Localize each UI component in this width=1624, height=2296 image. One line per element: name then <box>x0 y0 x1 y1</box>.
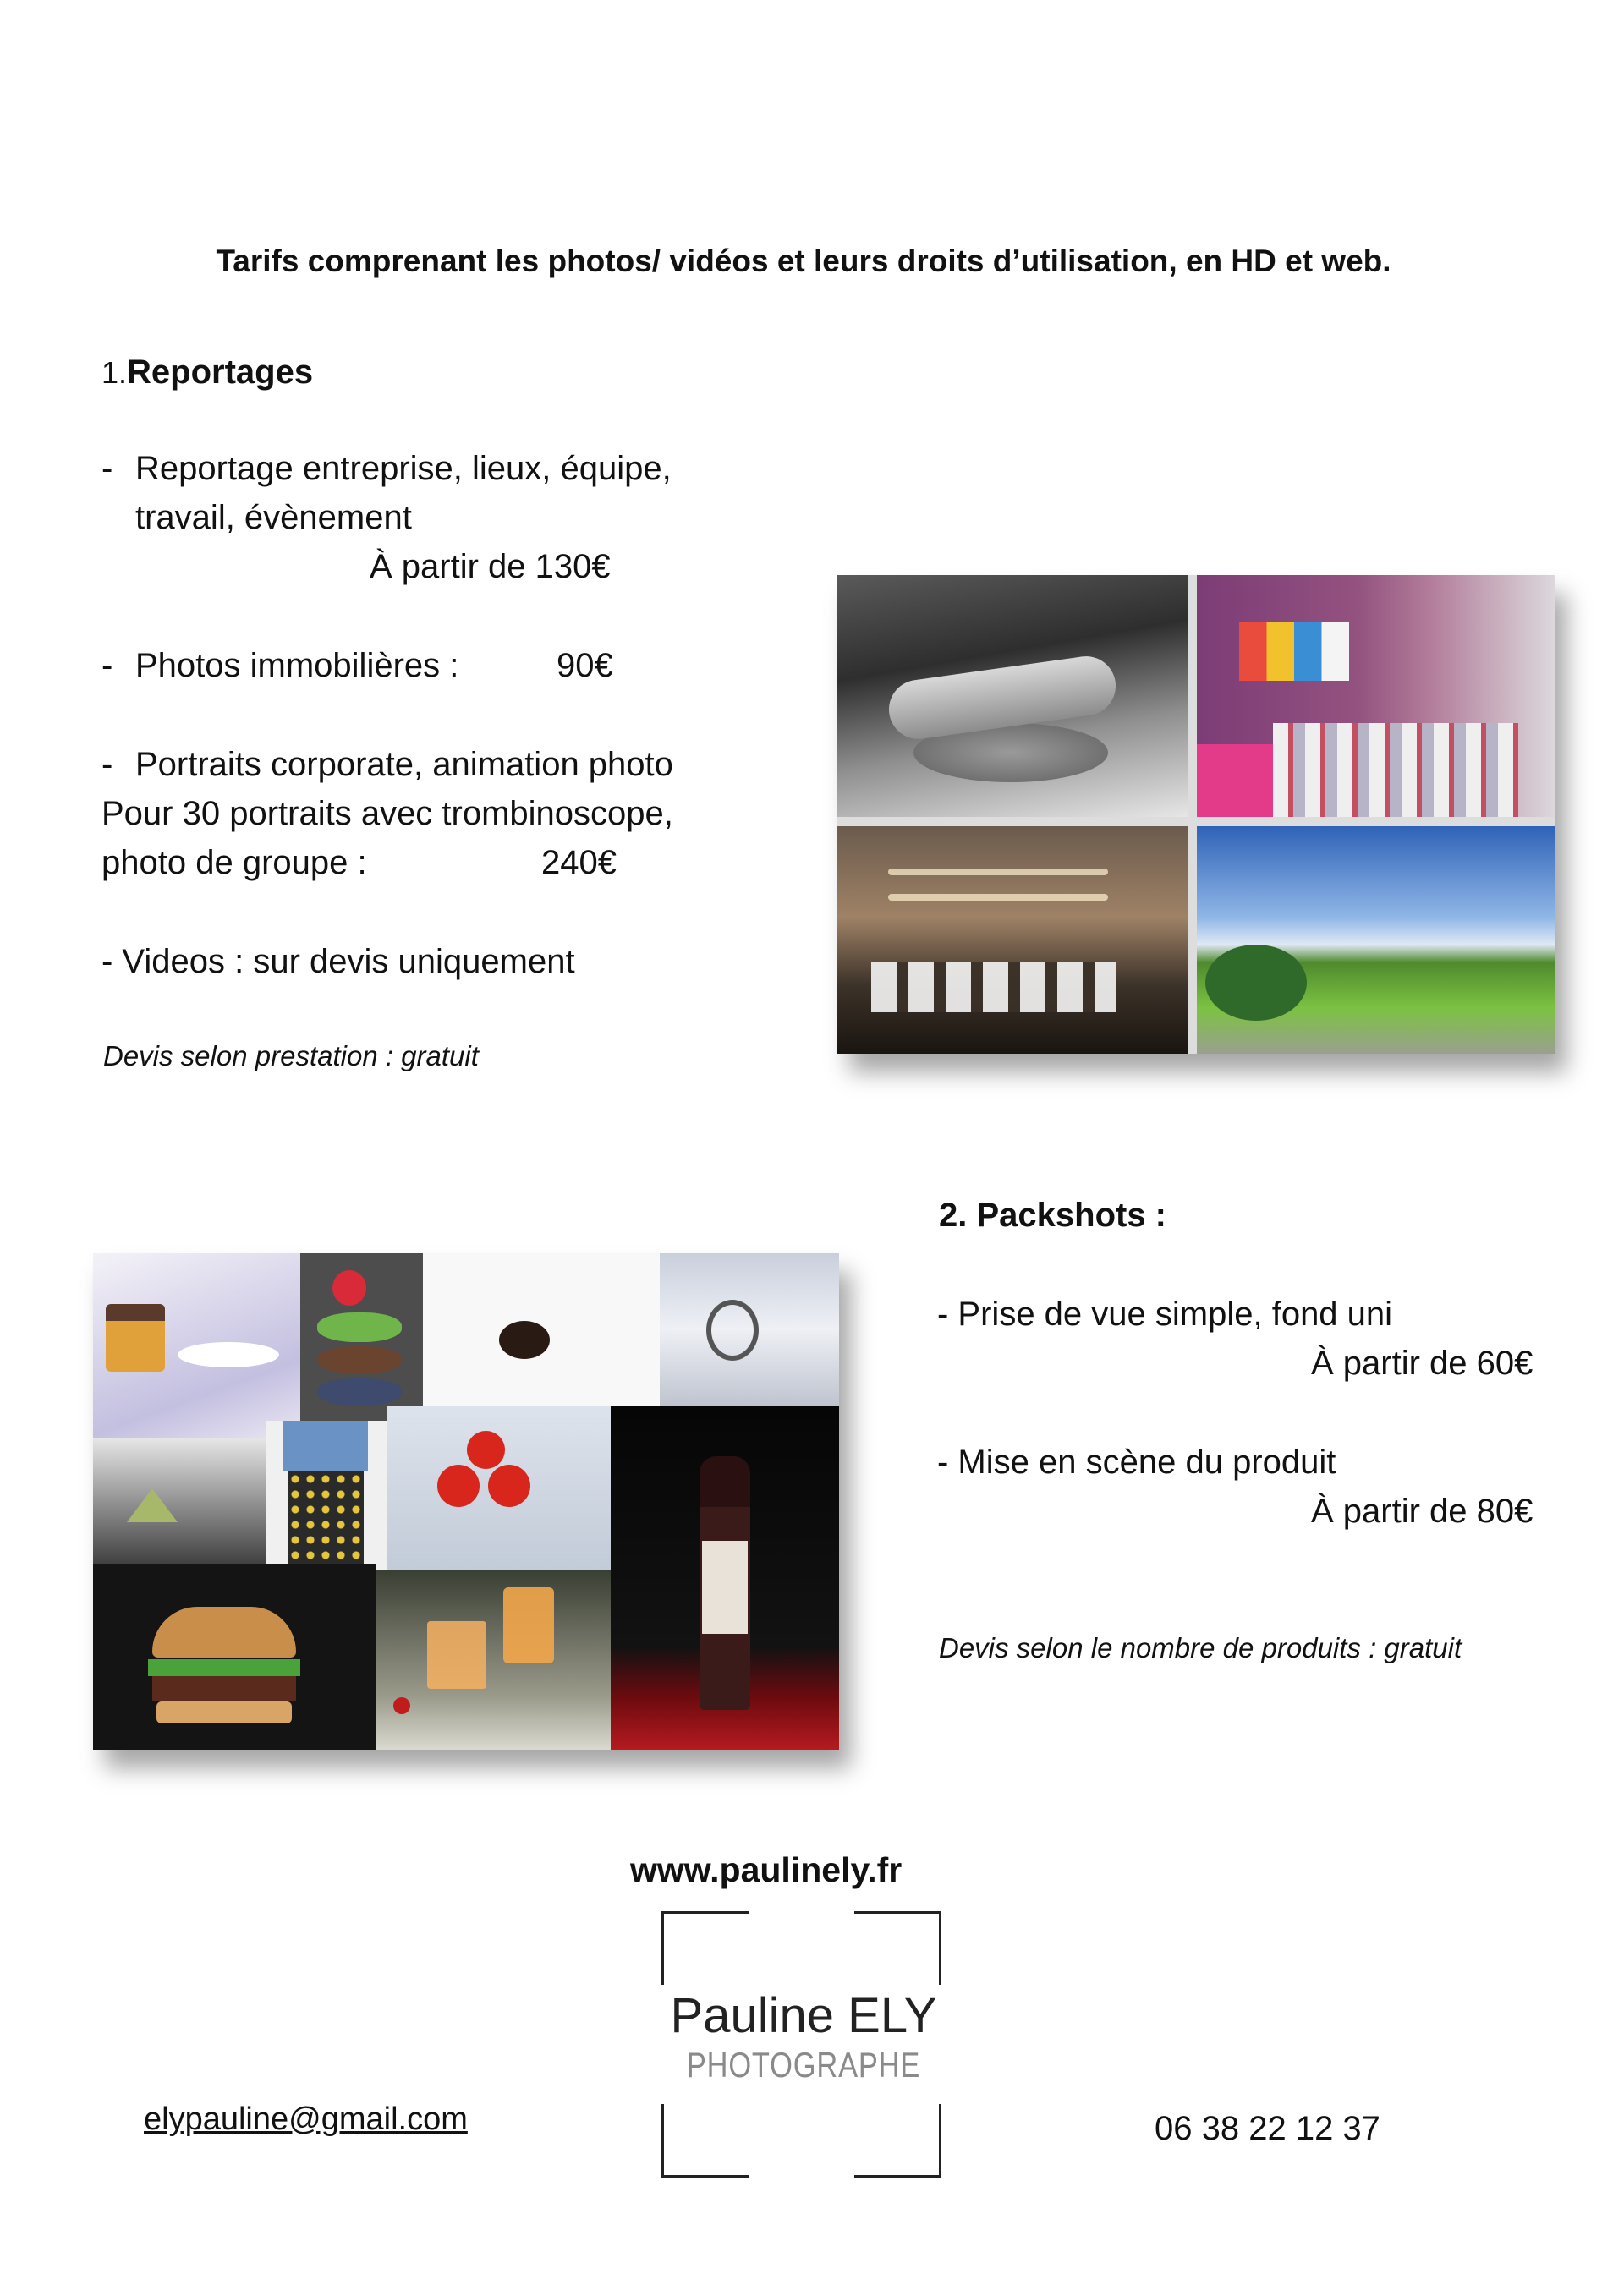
photo-burger <box>93 1564 376 1750</box>
section-1-title: Reportages <box>127 353 314 391</box>
logo-subtitle: PHOTOGRAPHE <box>686 2045 921 2085</box>
reportage-item-1-price: À partir de 130€ <box>370 548 611 585</box>
photo-bw-hands <box>837 575 1188 817</box>
phone-number: 06 38 22 12 37 <box>1155 2110 1380 2147</box>
reportage-note: Devis selon prestation : gratuit <box>103 1040 479 1071</box>
intro-text: Tarifs comprenant les photos/ vidéos et leurs droits d’utilisation, en HD et web. <box>216 244 1391 278</box>
packshot-item-1-price: À partir de 60€ <box>1311 1345 1533 1382</box>
packshot-photo-collage <box>93 1253 839 1750</box>
photo-macarons <box>300 1253 423 1421</box>
website-link[interactable]: www.paulinely.fr <box>630 1850 903 1889</box>
reportage-item-2 <box>102 641 459 690</box>
item-line: Portraits corporate, animation photo <box>135 746 673 783</box>
photo-mini-golf <box>1197 826 1555 1054</box>
packshot-item-2: - Mise en scène du produit <box>937 1444 1336 1481</box>
reportage-item-3-price: 240€ <box>541 844 617 881</box>
item-dash: - <box>102 647 113 684</box>
logo-name: Pauline ELY <box>670 1988 937 2043</box>
photo-cocktails <box>376 1570 611 1750</box>
section-1-heading <box>102 353 313 392</box>
photo-wine-bottle <box>611 1406 839 1750</box>
reportage-item-2-price: 90€ <box>557 647 613 684</box>
reportage-item-1-line2: travail, évènement <box>135 499 412 536</box>
photo-tomatoes <box>387 1406 611 1570</box>
reportage-item-1 <box>102 444 672 493</box>
item-dash: - <box>102 450 113 487</box>
photo-socks <box>266 1421 387 1581</box>
reportage-item-3 <box>102 740 673 789</box>
photo-coffee-beans <box>423 1253 660 1406</box>
photo-bedroom <box>1197 575 1555 817</box>
photo-reception-hall <box>837 826 1188 1054</box>
item-label: Photos immobilières : <box>135 647 459 684</box>
photo-ring <box>660 1253 839 1406</box>
item-dash: - <box>102 746 113 783</box>
photo-pastry <box>93 1438 266 1564</box>
reportage-item-4: - Videos : sur devis uniquement <box>102 943 575 980</box>
email-link[interactable]: elypauline@gmail.com <box>144 2101 468 2137</box>
reportage-item-3-line3: photo de groupe : <box>102 844 367 881</box>
reportage-item-3-line2: Pour 30 portraits avec trombinoscope, <box>102 795 673 832</box>
packshot-item-2-price: À partir de 80€ <box>1311 1493 1533 1530</box>
packshot-note: Devis selon le nombre de produits : gratuit <box>939 1632 1462 1663</box>
section-2-heading: 2. Packshots : <box>939 1197 1167 1234</box>
section-1-number: 1. <box>102 355 128 390</box>
reportage-photo-collage <box>837 575 1555 1054</box>
photo-jam-jar <box>93 1253 300 1438</box>
item-line: Reportage entreprise, lieux, équipe, <box>135 450 672 487</box>
packshot-item-1: - Prise de vue simple, fond uni <box>937 1296 1393 1333</box>
